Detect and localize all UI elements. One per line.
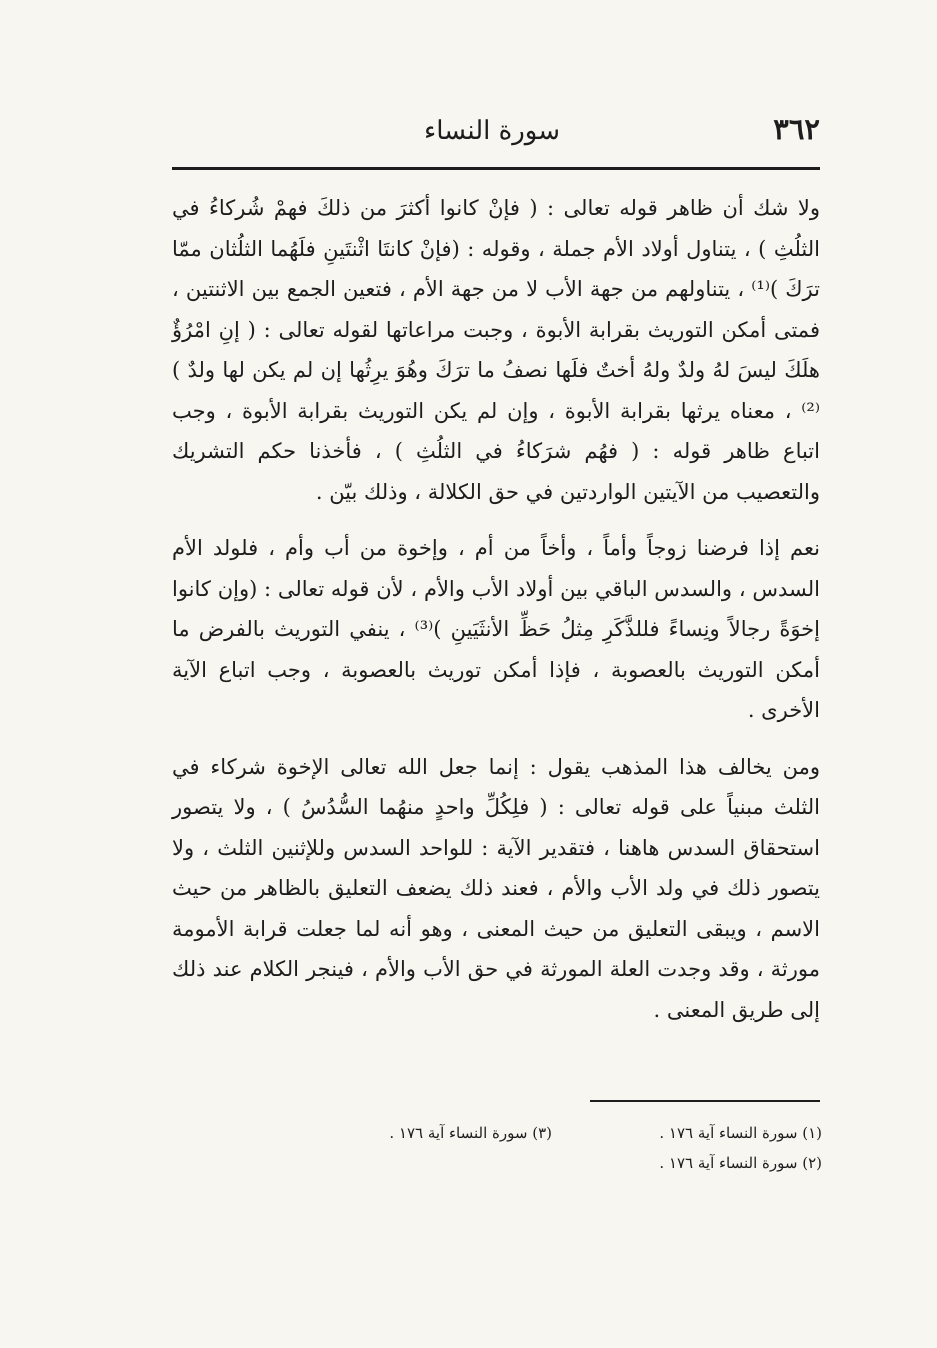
body-text [172,188,820,1030]
footnotes [160,1118,822,1178]
running-title: سورة النساء [424,116,560,146]
paragraph-1: ولا شك أن ظاهر قوله تعالى : ( فإنْ كانوا أكثرَ من ذلكَ فهمْ شُركاءُ في الثلُثِ ) ، يتناول أولاد الأم جملة ، وقوله : (فإنْ كانتَا اثْنتَينِ فلَهُما الثلُثان ممّا ترَكَ )⁽¹⁾ ، يتناولهم من جهة الأب لا من جهة الأم ، فتعين الجمع بين الاثنتين ، فمتى أمكن التوريث بقرابة الأبوة ، وجبت مراعاتها لقوله تعالى : ( إنِ امْرُؤٌ هلَكَ ليسَ لهُ ولدٌ ولهُ أختٌ فلَها نصفُ ما ترَكَ وهُوَ يرِثُها إن لم يكن لها ولدٌ )⁽²⁾ ، معناه يرثها بقرابة الأبوة ، وإن لم يكن التوريث بقرابة الأبوة ، وجب اتباع ظاهر قوله : ( فهُم شرَكاءُ في الثلُثِ ) ، فأخذنا حكم التشريك والتعصيب من الآيتين الواردتين في حق الكلالة ، وذلك بيّن . [172,196,820,504]
footnote-rule [590,1100,820,1102]
page-number: ٣٦٢ [773,112,820,146]
footnote-row [160,1148,822,1178]
footnote-2: (٢) سورة النساء آية ١٧٦ . [659,1154,822,1172]
footnote-1: (١) سورة النساء آية ١٧٦ . [659,1124,822,1142]
footnote-row [160,1118,822,1148]
paragraph-3: ومن يخالف هذا المذهب يقول : إنما جعل الله تعالى الإخوة شركاء في الثلث مبنياً على قوله تعالى : ( فلِكُلِّ واحدٍ منهُما السُّدُسُ ) ، ولا يتصور استحقاق السدس هاهنا ، فتقدير الآية : للواحد السدس وللإثنين الثلث ، ولا يتصور ذلك في ولد الأب والأم ، فعند ذلك يضعف التعليق بالظاهر من حيث الاسم ، ويبقى التعليق من حيث المعنى ، وهو أنه لما جعلت قرابة الأمومة مورثة ، وقد وجدت العلة المورثة في حق الأب والأم ، فينجر الكلام عند ذلك إلى طريق المعنى . [172,754,820,1022]
footnote-3: (٣) سورة النساء آية ١٧٦ . [389,1124,552,1142]
page-header [175,112,820,156]
header-rule [172,167,820,170]
paragraph-2: نعم إذا فرضنا زوجاً وأماً ، وأخاً من أم ، وإخوة من أب وأم ، فلولد الأم السدس ، والسدس الباقي بين أولاد الأب والأم ، لأن قوله تعالى : (وإن كانوا إخوَةً رجالاً ونِساءً فللذَّكَرِ مِثلُ حَظِّ الأنثَيَينِ )⁽³⁾ ، ينفي التوريث بالفرض ما أمكن التوريث بالعصوبة ، فإذا أمكن توريث بالعصوبة ، وجب اتباع الآية الأخرى . [172,536,820,722]
